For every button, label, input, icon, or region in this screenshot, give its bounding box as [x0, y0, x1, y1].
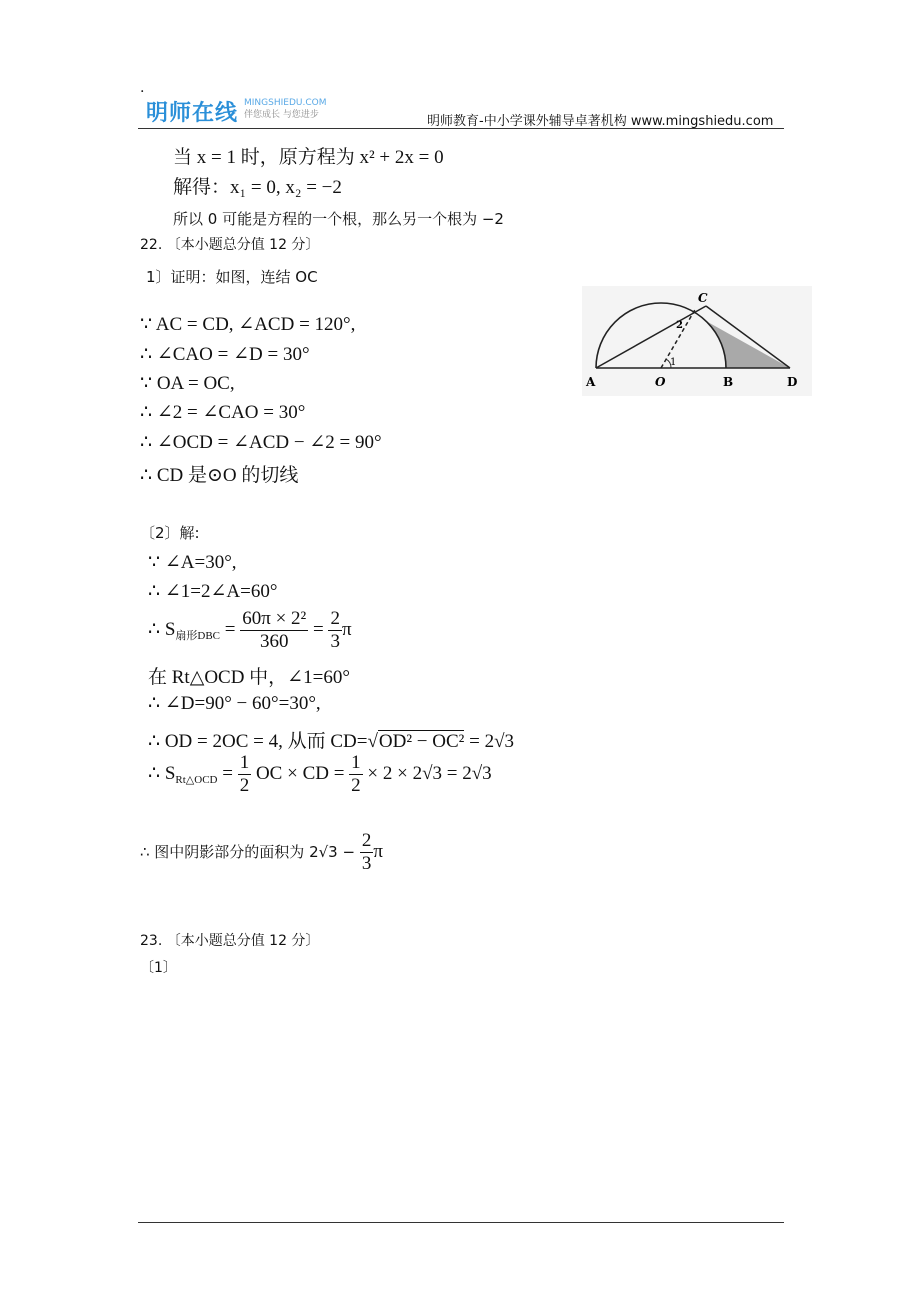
geometry-figure [582, 286, 812, 396]
half-fraction [349, 752, 363, 797]
label-C: C [698, 291, 708, 305]
cd-result: = 2√3 [464, 731, 515, 752]
proof-line: ∴ ∠OCD = ∠ACD − ∠2 = 90° [140, 432, 382, 453]
sector-area-label: ∴ S [148, 618, 176, 640]
label-A: A [586, 375, 596, 389]
fraction-numerator: 1 [351, 752, 361, 773]
fraction-numerator: 2 [361, 830, 372, 851]
footer-rule [138, 1222, 784, 1223]
label-O: O [655, 375, 666, 389]
logo-subtext-en: MINGSHIEDU.COM [244, 98, 327, 108]
label-angle-1: 1 [670, 357, 677, 368]
q23-heading: 23. 〔本小题总分值 12 分〕 [140, 933, 320, 949]
eq-sign: = [224, 618, 236, 640]
proof-line: ∵ OA = OC, [140, 373, 235, 394]
intro-line-2: 解得：x₁ = 0, x₂ = −2 [173, 177, 342, 198]
triangle-area-label: ∴ S [148, 762, 176, 784]
part2-line-2: ∴ ∠1=2∠A=60° [148, 581, 278, 602]
q23-sub1: 〔1〕 [140, 960, 177, 976]
sqrt-expression: OD² − OC² [378, 731, 465, 752]
part2-line-6: ∴ OD = 2OC = 4, 从而 CD=√OD² − OC² = 2√3 [148, 731, 515, 752]
conclusion-line [140, 830, 383, 875]
logo-text: 明师在线 [146, 101, 239, 126]
proof-line: ∴ ∠2 = ∠CAO = 30° [140, 402, 306, 423]
conclusion-text: ∴ 图中阴影部分的面积为 2√3 − [140, 842, 356, 861]
triangle-area-sub: Rt△OCD [175, 773, 218, 786]
label-angle-2: 2 [676, 320, 683, 331]
header-tagline: 明师教育-中小学课外辅导卓著机构 www.mingshiedu.com [427, 114, 774, 129]
eq-sign: = [313, 618, 324, 640]
proof-line: ∴ ∠CAO = ∠D = 30° [140, 344, 310, 365]
fraction-numerator: 2 [330, 608, 340, 629]
result-fraction [328, 608, 342, 653]
label-B: B [723, 375, 734, 389]
header-rule [138, 128, 784, 129]
fraction-denominator: 2 [239, 775, 250, 796]
triangle-area-result: × 2 × 2√3 = 2√3 [367, 762, 492, 784]
q22-part1-head: 1〕证明：如图，连结 OC [146, 268, 318, 286]
proof-line: ∴ CD 是⊙O 的切线 [140, 465, 299, 486]
triangle-area-formula [148, 752, 492, 797]
od-text: ∴ OD = 2OC = 4, 从而 CD= [148, 731, 368, 752]
half-fraction [238, 752, 252, 797]
label-D: D [787, 375, 798, 389]
part2-line-1: ∵ ∠A=30°, [148, 552, 237, 573]
sector-area-sub: 扇形DBC [175, 629, 221, 642]
sector-area-formula [148, 608, 352, 653]
fraction-denominator: 3 [330, 631, 340, 652]
conclusion-fraction [360, 830, 374, 875]
oc-cd-text: OC × CD = [255, 762, 350, 784]
intro-line-3: 所以 0 可能是方程的一个根，那么另一个根为 −2 [173, 210, 504, 228]
header-dot: . [140, 80, 145, 96]
fraction-denominator: 360 [260, 631, 289, 652]
part2-line-4: 在 Rt△OCD 中，∠1=60° [148, 667, 350, 688]
proof-line: ∵ AC = CD, ∠ACD = 120°, [140, 314, 356, 335]
fraction-numerator: 1 [239, 752, 250, 773]
fraction-numerator: 60π × 2² [242, 608, 307, 629]
fraction-denominator: 3 [361, 853, 372, 874]
pi-symbol: π [373, 840, 383, 862]
logo-subtext-cn: 伴您成长 与您进步 [244, 110, 319, 120]
q22-part2-head: 〔2〕解: [140, 524, 200, 542]
q22-heading: 22. 〔本小题总分值 12 分〕 [140, 237, 320, 253]
pi-symbol: π [341, 618, 352, 640]
intro-line-1: 当 x = 1 时，原方程为 x² + 2x = 0 [173, 147, 444, 168]
eq-sign: = [217, 762, 238, 784]
fraction-denominator: 2 [351, 775, 361, 796]
part2-line-5: ∴ ∠D=90° − 60°=30°, [148, 693, 321, 714]
sector-fraction [240, 608, 308, 653]
